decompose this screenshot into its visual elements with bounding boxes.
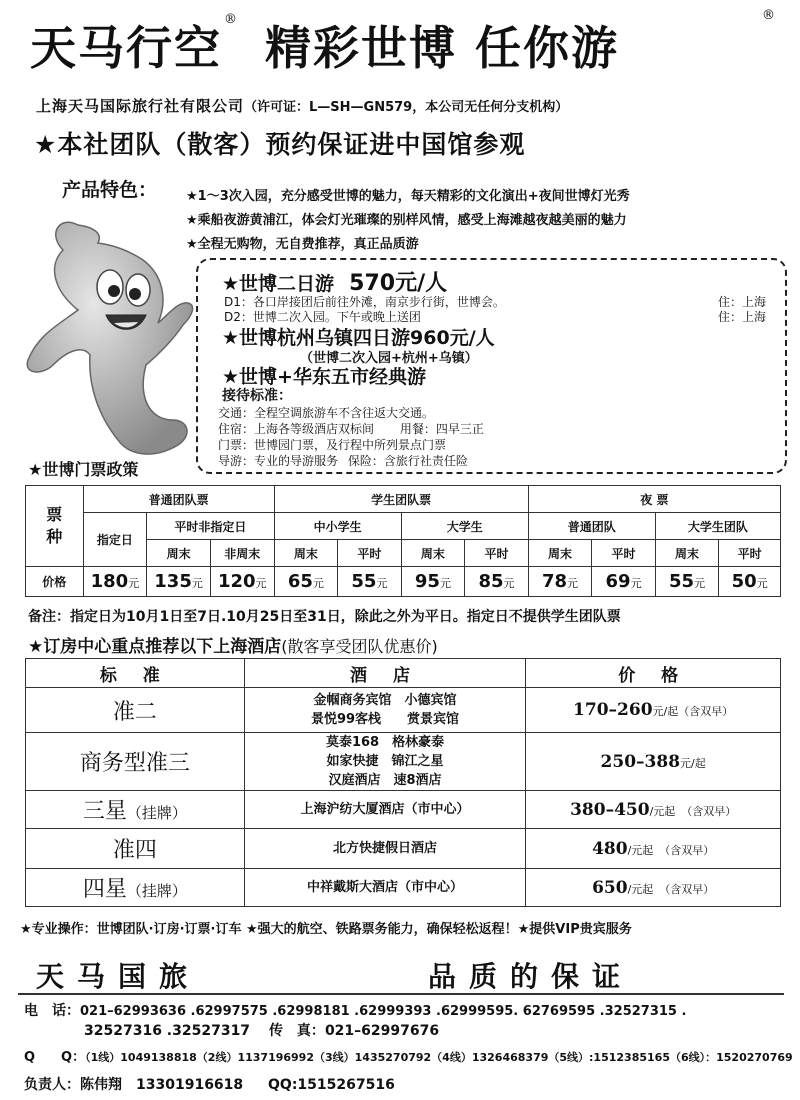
std-guide-row: [218, 452, 468, 469]
hotel-names: [244, 733, 526, 791]
table-row: [26, 791, 781, 829]
tour-1-title: ★世博二日游: [222, 273, 335, 295]
price-unit: 元: [191, 577, 203, 590]
hotel-names: [244, 688, 526, 733]
standard-text: 三星: [82, 799, 127, 824]
tour-2-price: 960元/人: [410, 327, 495, 349]
col-non-weekend: 非周末: [210, 540, 274, 567]
ticket-price: [719, 567, 781, 597]
ticket-price: [592, 567, 656, 597]
price-unit: 元/起: [652, 705, 679, 718]
ticket-price: [465, 567, 529, 597]
std-insurance: 保险：含旅行社责任险: [347, 454, 468, 468]
manager-label: 负责人：: [24, 1077, 80, 1093]
hotel-title-text: ★订房中心重点推荐以下上海酒店: [28, 637, 282, 657]
col-weekday: 平时: [719, 540, 781, 567]
feature-item: ★全程无购物，无自费推荐，真正品质游: [186, 237, 419, 252]
col-weekend: 周末: [401, 540, 465, 567]
price-value: 65: [287, 571, 313, 592]
hotel-title-note: (散客享受团队优惠价): [281, 637, 438, 656]
table-row: [26, 733, 781, 791]
price-value: 69: [605, 571, 631, 592]
ticket-price: [655, 567, 719, 597]
sub-primary: 中小学生: [274, 513, 401, 540]
standard-note: （挂牌）: [126, 804, 187, 822]
hotel-name: 如家快捷 锦江之星: [326, 754, 444, 769]
col-weekend: 周末: [147, 540, 211, 567]
phone-numbers: 021–62993636 .62997575 .62998181 .62999393 .62999595. 62769595 .32527315 .: [80, 1004, 687, 1019]
ticket-price: [401, 567, 465, 597]
price-unit: 元: [376, 577, 388, 590]
price-range: 170–260: [573, 700, 653, 720]
table-row: [26, 869, 781, 907]
fax-label: 传 真：: [268, 1023, 325, 1039]
price-value: 120: [217, 571, 256, 592]
features-label: 产品特色：: [62, 179, 158, 201]
hotel-name: 上海沪纺大厦酒店（市中心）: [300, 802, 470, 817]
price-unit: /元起: [627, 882, 654, 896]
std-transport: 交通：全程空调旅游车不含往返大交通。: [218, 406, 435, 420]
page-title: [30, 12, 790, 78]
hotel-name: 中祥戴斯大酒店（市中心）: [307, 880, 464, 895]
hotel-standard: [26, 791, 245, 829]
ticket-type-header: [26, 486, 84, 567]
price-unit: 元: [756, 577, 768, 590]
hotel-standard: [26, 829, 245, 869]
sub-night-regular: 普通团队: [528, 513, 655, 540]
price-value: 135: [154, 571, 192, 592]
hotel-names: [244, 791, 526, 829]
ticket-price-table: [25, 485, 781, 597]
price-unit: 元: [694, 577, 706, 590]
registered-mark: ®: [224, 12, 239, 27]
standard-text: 准二: [112, 699, 157, 725]
phone-numbers-2: 32527316 .32527317: [84, 1023, 251, 1039]
col-weekend: 周末: [528, 540, 592, 567]
hotel-price: [526, 688, 781, 733]
feature-item: ★乘船夜游黄浦江，体会灯光璀璨的别样风情，感受上海滩越夜越美丽的魅力: [186, 213, 627, 228]
hotel-price: [526, 869, 781, 907]
col-weekday: 平时: [465, 540, 529, 567]
slogan-left: 天马国旅: [36, 960, 201, 993]
col-weekday: 平时: [338, 540, 402, 567]
phone-row-2: [84, 1020, 439, 1040]
price-value: 180: [90, 571, 129, 592]
breakfast-note: （含双早）: [659, 882, 715, 896]
sub-ordinary: 平时非指定日: [147, 513, 274, 540]
table-row: [26, 688, 781, 733]
tour-1-day2: D2：世博二次入园。下午或晚上送团: [224, 310, 421, 324]
price-value: 55: [351, 571, 377, 592]
col-weekend: 周末: [274, 540, 338, 567]
price-range: 250–388: [600, 751, 681, 772]
license: （许可证：L—SH—GN579，本公司无任何分支机构）: [244, 100, 569, 115]
col-weekday: 平时: [592, 540, 656, 567]
hotel-name: 景悦99客栈 赏景宾馆: [310, 712, 460, 727]
hotel-names: [244, 869, 526, 907]
std-guide: 导游：专业的导游服务: [218, 454, 339, 468]
hotel-standard: [26, 733, 245, 791]
price-unit: 元: [630, 577, 642, 590]
price-row-label: 价格: [26, 567, 84, 597]
std-meals: 用餐：四早三正: [399, 422, 484, 436]
manager-qq: QQ:1515267516: [268, 1077, 395, 1093]
price-unit: 元/起: [680, 756, 706, 770]
hotel-name: 北方快捷假日酒店: [333, 841, 438, 856]
title-part1: 天马行空: [30, 21, 222, 75]
tour-2-title: ★世博杭州乌镇四日游: [222, 327, 411, 349]
registered-mark-2: ®: [762, 8, 775, 23]
hotel-names: [244, 829, 526, 869]
tour-1-day2-stay: 住：上海: [718, 310, 767, 324]
ticket-price: [147, 567, 211, 597]
price-unit: 元: [312, 577, 324, 590]
hotel-price: [526, 829, 781, 869]
hotel-standard: [26, 688, 245, 733]
divider: [18, 993, 784, 995]
price-unit: 元: [567, 577, 579, 590]
group-regular: 普通团队票: [83, 486, 274, 513]
company-line: [36, 95, 568, 116]
qq-numbers: （1线）1049138818（2线）1137196992（3线）1435270792（4线）1326468379（5线）:1512385165（6线）：1520270769: [85, 1051, 793, 1064]
standard-text: 商务型准三: [79, 751, 190, 776]
table-row: [26, 829, 781, 869]
breakfast-note: （含双早）: [678, 705, 734, 718]
col-weekend: 周末: [655, 540, 719, 567]
price-value: 78: [541, 571, 568, 592]
hotel-name: 汉庭酒店 速8酒店: [328, 773, 442, 788]
phone-row: [24, 1000, 686, 1020]
breakfast-note: （含双早）: [681, 804, 737, 818]
tour-2-header: [222, 323, 495, 350]
hotel-header-price: 价 格: [526, 659, 781, 688]
price-range: 480: [592, 838, 628, 859]
price-value: 55: [669, 571, 695, 592]
sub-college: 大学生: [401, 513, 528, 540]
manager-row: [24, 1074, 395, 1094]
price-unit: 元: [128, 577, 140, 590]
ticket-price: [338, 567, 402, 597]
hotel-section-title: [28, 632, 438, 657]
manager-name-phone: 陈伟翔 13301916618: [80, 1077, 244, 1093]
company-name: 上海天马国际旅行社有限公司: [36, 97, 245, 115]
qq-label: Q Q：: [24, 1050, 86, 1065]
standard-text: 准四: [112, 838, 157, 863]
sub-night-college: 大学生团队: [655, 513, 780, 540]
group-night: 夜 票: [528, 486, 780, 513]
services-line: ★专业操作：世博团队·订房·订票·订车 ★强大的航空、铁路票务能力，确保轻松返程！★提供VIP贵宾服务: [20, 922, 632, 937]
tour-1-price: 570元/人: [349, 271, 448, 296]
price-range: 650: [592, 877, 628, 898]
price-value: 95: [414, 571, 440, 592]
price-unit: 元: [255, 577, 267, 590]
ticket-price: [528, 567, 592, 597]
ticket-type-label: 票种: [46, 505, 63, 546]
ticket-policy-title: ★世博门票政策: [28, 460, 139, 479]
feature-item: ★1～3次入园，充分感受世博的魅力，每天精彩的文化演出+夜间世博灯光秀: [186, 189, 630, 204]
std-lodging-text: 住宿：上海各等级酒店双标间: [218, 422, 375, 436]
price-unit: 元: [503, 577, 515, 590]
hotel-price: [526, 733, 781, 791]
price-unit: /元起: [627, 843, 654, 857]
standard-note: （挂牌）: [126, 882, 187, 900]
hotel-standard: [26, 869, 245, 907]
price-value: 85: [478, 571, 504, 592]
hotel-name: 金帼商务宾馆 小德宾馆: [313, 693, 457, 708]
price-unit: 元: [439, 577, 451, 590]
slogan-right: 品质的保证: [428, 960, 634, 993]
hotel-header-standard: 标 准: [26, 659, 245, 688]
sub-designated: 指定日: [83, 513, 147, 567]
ticket-note: 备注：指定日为10月1日至7日.10月25日至31日，除此之外为平日。指定日不提供学生团队票: [28, 609, 621, 625]
fax-number: 021–62997676: [324, 1023, 440, 1039]
ticket-price: [274, 567, 338, 597]
ticket-price: [210, 567, 274, 597]
title-part2: 精彩世博 任你游: [265, 21, 620, 75]
tour-2-subtitle: （世博二次入园+杭州+乌镇）: [300, 351, 478, 366]
hotel-header-hotel: 酒 店: [244, 659, 526, 688]
group-student: 学生团队票: [274, 486, 528, 513]
breakfast-note: （含双早）: [659, 843, 715, 857]
tour-1-day1: D1：各口岸接团后前往外滩，南京步行街，世博会。: [224, 295, 505, 309]
hotel-price: [526, 791, 781, 829]
mascot-illustration: [18, 215, 208, 475]
headline: ★本社团队（散客）预约保证进中国馆参观: [34, 130, 526, 159]
hotel-name: 莫泰168 格林豪泰: [325, 735, 445, 750]
reception-standard-label: 接待标准：: [222, 388, 292, 404]
hotel-table: [25, 658, 781, 907]
ticket-price: [83, 567, 147, 597]
tour-3-title: ★世博+华东五市经典游: [222, 366, 426, 388]
price-range: 380–450: [570, 799, 650, 820]
phone-label: 电 话：: [24, 1003, 80, 1019]
tour-1-day1-stay: 住：上海: [718, 295, 767, 309]
price-unit: /元起: [649, 804, 676, 818]
qq-row: [24, 1046, 793, 1065]
price-value: 50: [731, 571, 757, 592]
standard-text: 四星: [82, 877, 127, 902]
std-lodging: [218, 420, 484, 437]
std-tickets: 门票：世博园门票，及行程中所列景点门票: [218, 438, 447, 452]
